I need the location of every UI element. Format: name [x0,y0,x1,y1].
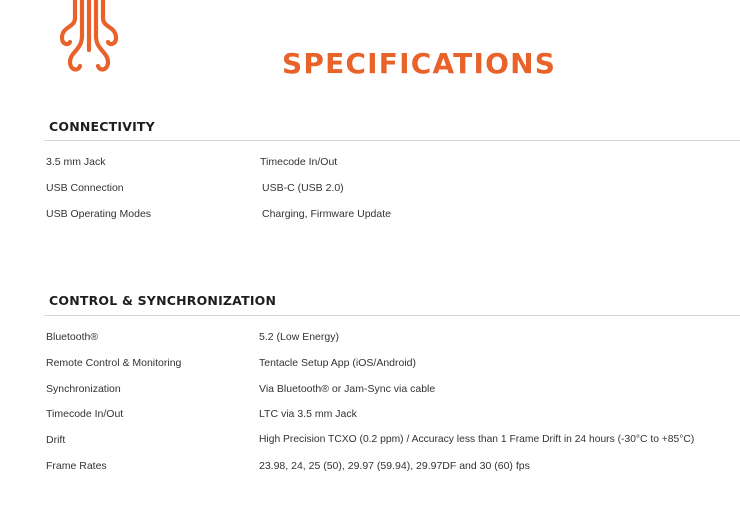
spec-value: Timecode In/Out [260,156,338,168]
section-divider [44,315,740,316]
spec-value: High Precision TCXO (0.2 ppm) / Accuracy less than 1 Frame Drift in 24 hours (-30°C to +85°C) [259,434,695,445]
spec-value: USB-C (USB 2.0) [262,182,344,194]
table-row [0,154,740,170]
table-row [0,329,740,345]
spec-label: 3.5 mm Jack [46,156,106,168]
spec-value: Charging, Firmware Update [262,208,391,220]
spec-label: USB Operating Modes [46,208,152,220]
tentacle-logo-icon [54,0,124,78]
spec-label: Frame Rates [46,460,107,472]
spec-value: 5.2 (Low Energy) [259,331,339,343]
spec-value: LTC via 3.5 mm Jack [259,408,357,420]
spec-value: 23.98, 24, 25 (50), 29.97 (59.94), 29.97DF and 30 (60) fps [259,460,530,472]
page-title: SPECIFICATIONS [282,47,557,80]
table-row [0,180,740,196]
spec-label: Bluetooth® [46,331,99,343]
section-title-control-synchronization: CONTROL & SYNCHRONIZATION [49,293,277,308]
spec-label: Timecode In/Out [46,408,124,420]
table-row [0,206,740,222]
spec-label: Drift [46,434,66,446]
spec-label: USB Connection [46,182,124,194]
table-row [0,406,740,422]
table-row [0,458,740,474]
table-row [0,381,740,397]
table-row [0,432,740,448]
section-title-connectivity: CONNECTIVITY [49,119,155,134]
spec-value: Via Bluetooth® or Jam-Sync via cable [259,383,436,395]
spec-label: Remote Control & Monitoring [46,357,182,369]
spec-label: Synchronization [46,383,121,395]
table-row [0,355,740,371]
spec-value: Tentacle Setup App (iOS/Android) [259,357,417,369]
section-divider [44,140,740,141]
